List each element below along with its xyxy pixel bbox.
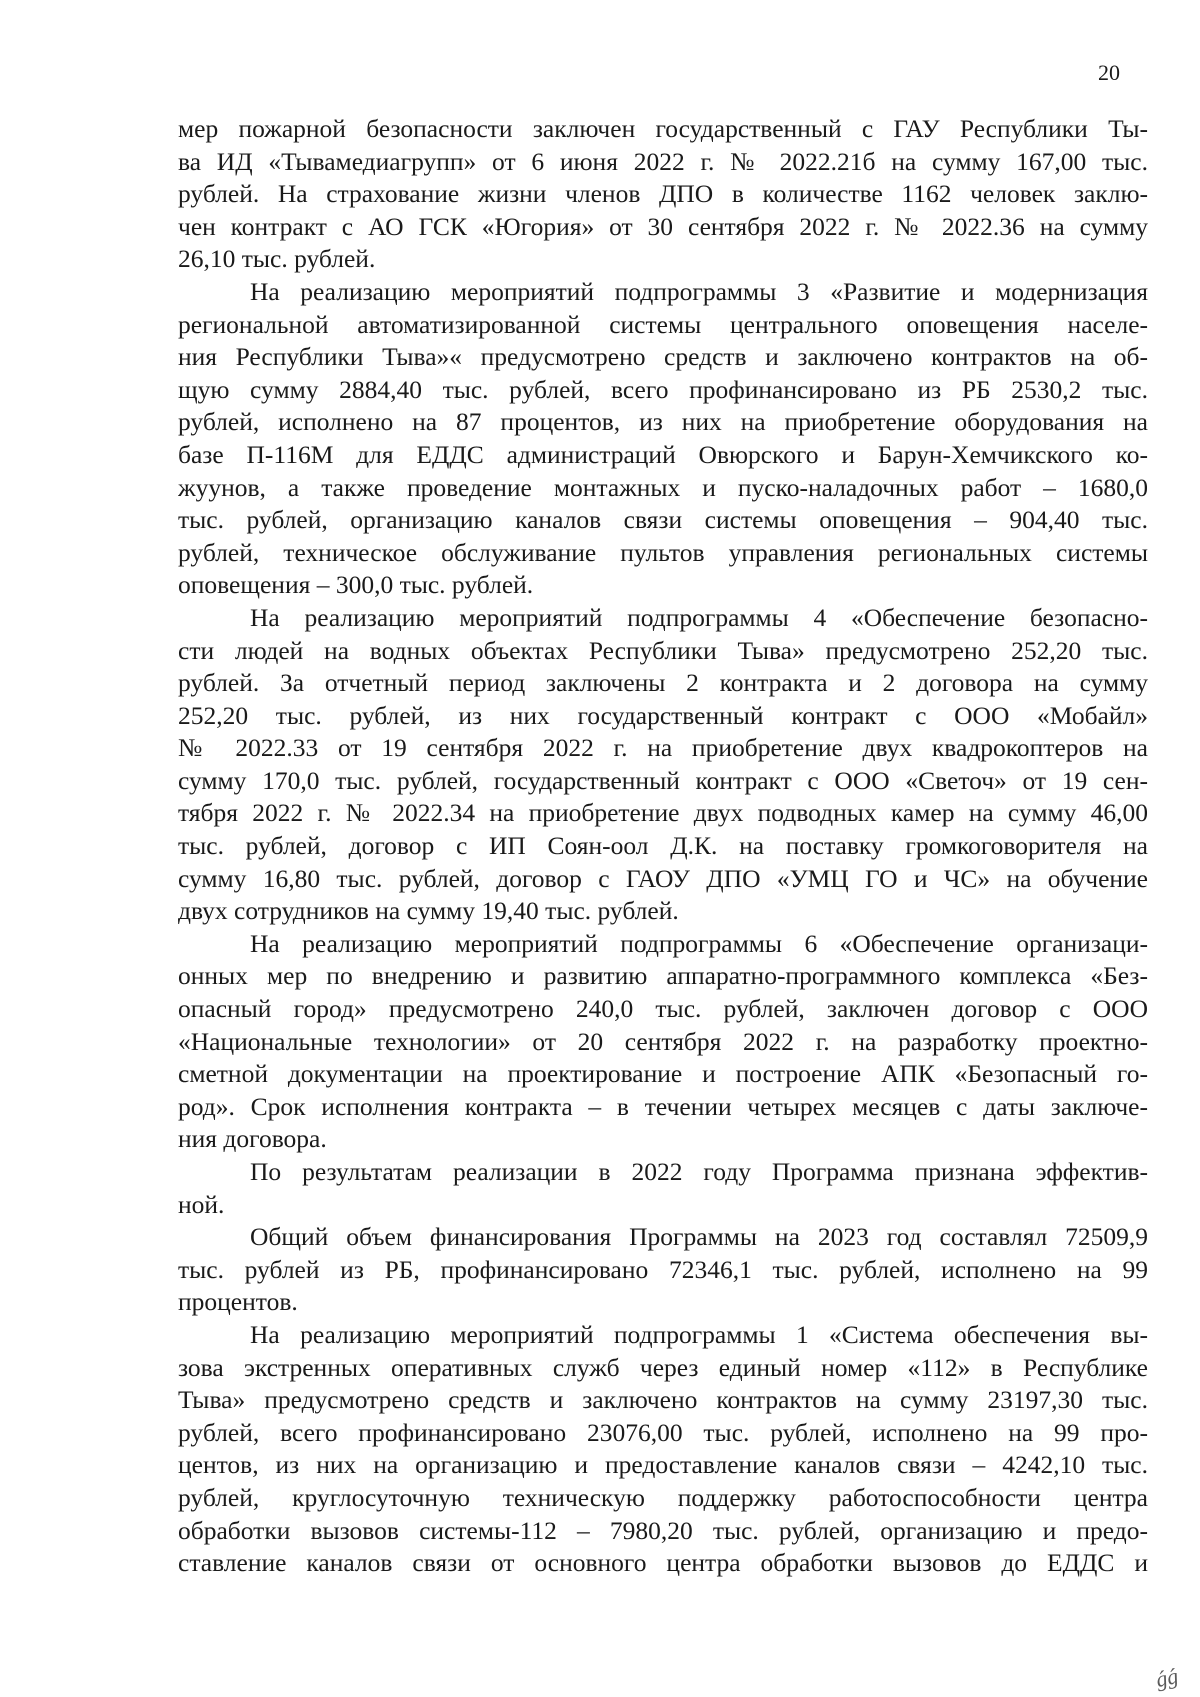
paragraph [178, 602, 1148, 928]
text-line: обработки вызовов системы-112 – 7980,20 тыс. рублей, организацию и предо- [178, 1515, 1148, 1545]
text-line: тября 2022 г. № 2022.34 на приобретение двух подводных камер на сумму 46,00 [178, 798, 1148, 828]
text-line: рублей, всего профинансировано 23076,00 тыс. рублей, исполнено на 99 про- [178, 1417, 1148, 1447]
page-number: 20 [1098, 60, 1120, 85]
paragraph [178, 1319, 1148, 1580]
text-line: ва ИД «Тывамедиагрупп» от 6 июня 2022 г. № 2022.21б на сумму 167,00 тыс. [178, 146, 1148, 176]
paragraph [178, 928, 1148, 1156]
text-line: чен контракт с АО ГСК «Югория» от 30 сентября 2022 г. № 2022.36 на сумму [178, 211, 1148, 241]
text-line: № 2022.33 от 19 сентября 2022 г. на приобретение двух квадрокоптеров на [178, 733, 1148, 763]
text-line: региональной автоматизированной системы центрального оповещения населе- [178, 309, 1148, 339]
text-line: жуунов, а также проведение монтажных и пуско-наладочных работ – 1680,0 [178, 472, 1148, 502]
text-line: Тыва» предусмотрено средств и заключено контрактов на сумму 23197,30 тыс. [178, 1385, 1148, 1415]
text-line: рублей. На страхование жизни членов ДПО в количестве 1162 человек заклю- [178, 179, 1148, 209]
text-line: На реализацию мероприятий подпрограммы 3 «Развитие и модернизация [250, 276, 1148, 306]
text-line: процентов. [178, 1287, 298, 1317]
text-line: сметной документации на проектирование и построение АПК «Безопасный го- [178, 1059, 1148, 1089]
text-line: На реализацию мероприятий подпрограммы 6 «Обеспечение организаци- [250, 928, 1148, 958]
text-line: ной. [178, 1189, 225, 1219]
text-line: ставление каналов связи от основного центра обработки вызовов до ЕДДС и [178, 1548, 1148, 1578]
text-line: ния Республики Тыва»« предусмотрено средств и заключено контрактов на об- [178, 342, 1148, 372]
text-line: Общий объем финансирования Программы на 2023 год составлял 72509,9 [250, 1222, 1148, 1252]
text-line: рублей, исполнено на 87 процентов, из них на приобретение оборудования на [178, 407, 1148, 437]
text-line: онных мер по внедрению и развитию аппаратно-программного комплекса «Без- [178, 961, 1148, 991]
text-line: зова экстренных оперативных служб через единый номер «112» в Республике [178, 1352, 1148, 1382]
text-line: рублей. За отчетный период заключены 2 контракта и 2 договора на сумму [178, 668, 1148, 698]
paragraph [178, 1221, 1148, 1319]
text-line: ния договора. [178, 1124, 327, 1154]
text-line: сумму 170,0 тыс. рублей, государственный контракт с ООО «Светоч» от 19 сен- [178, 765, 1148, 795]
text-line: сумму 16,80 тыс. рублей, договор с ГАОУ ДПО «УМЦ ГО и ЧС» на обучение [178, 863, 1148, 893]
text-line: 252,20 тыс. рублей, из них государственный контракт с ООО «Мобайл» [178, 700, 1148, 730]
text-line: рублей, техническое обслуживание пультов управления региональных системы [178, 537, 1148, 567]
text-line: базе П-116М для ЕДДС администраций Овюрского и Барун-Хемчикского ко- [178, 439, 1148, 469]
text-line: оповещения – 300,0 тыс. рублей. [178, 570, 534, 600]
paragraph [178, 1156, 1148, 1221]
text-line: сти людей на водных объектах Республики Тыва» предусмотрено 252,20 тыс. [178, 635, 1148, 665]
text-line: рублей, круглосуточную техническую поддержку работоспособности центра [178, 1482, 1148, 1512]
text-line: «Национальные технологии» от 20 сентября 2022 г. на разработку проектно- [178, 1026, 1148, 1056]
text-line: двух сотрудников на сумму 19,40 тыс. рублей. [178, 896, 679, 926]
text-line: На реализацию мероприятий подпрограммы 1 «Система обеспечения вы- [250, 1319, 1148, 1349]
document-body [178, 113, 1148, 1593]
paragraph [178, 113, 1148, 276]
text-line: тыс. рублей из РБ, профинансировано 72346,1 тыс. рублей, исполнено на 99 [178, 1254, 1148, 1284]
text-line: На реализацию мероприятий подпрограммы 4 «Обеспечение безопасно- [250, 602, 1148, 632]
text-line: род». Срок исполнения контракта – в течении четырех месяцев с даты заключе- [178, 1091, 1148, 1121]
paragraph [178, 276, 1148, 602]
text-line: тыс. рублей, организацию каналов связи системы оповещения – 904,40 тыс. [178, 505, 1148, 535]
text-line: По результатам реализации в 2022 году Программа признана эффектив- [250, 1157, 1148, 1186]
text-line: тыс. рублей, договор с ИП Соян-оол Д.К. на поставку громкоговорителя на [178, 831, 1148, 861]
corner-handwritten-mark: ǵǵ [1153, 1662, 1181, 1693]
text-line: опасный город» предусмотрено 240,0 тыс. рублей, заключен договор с ООО [178, 994, 1148, 1024]
text-line: 26,10 тыс. рублей. [178, 244, 376, 274]
text-line: щую сумму 2884,40 тыс. рублей, всего профинансировано из РБ 2530,2 тыс. [178, 374, 1148, 404]
text-line: мер пожарной безопасности заключен государственный с ГАУ Республики Ты- [178, 114, 1148, 143]
text-line: центов, из них на организацию и предоставление каналов связи – 4242,10 тыс. [178, 1450, 1148, 1480]
